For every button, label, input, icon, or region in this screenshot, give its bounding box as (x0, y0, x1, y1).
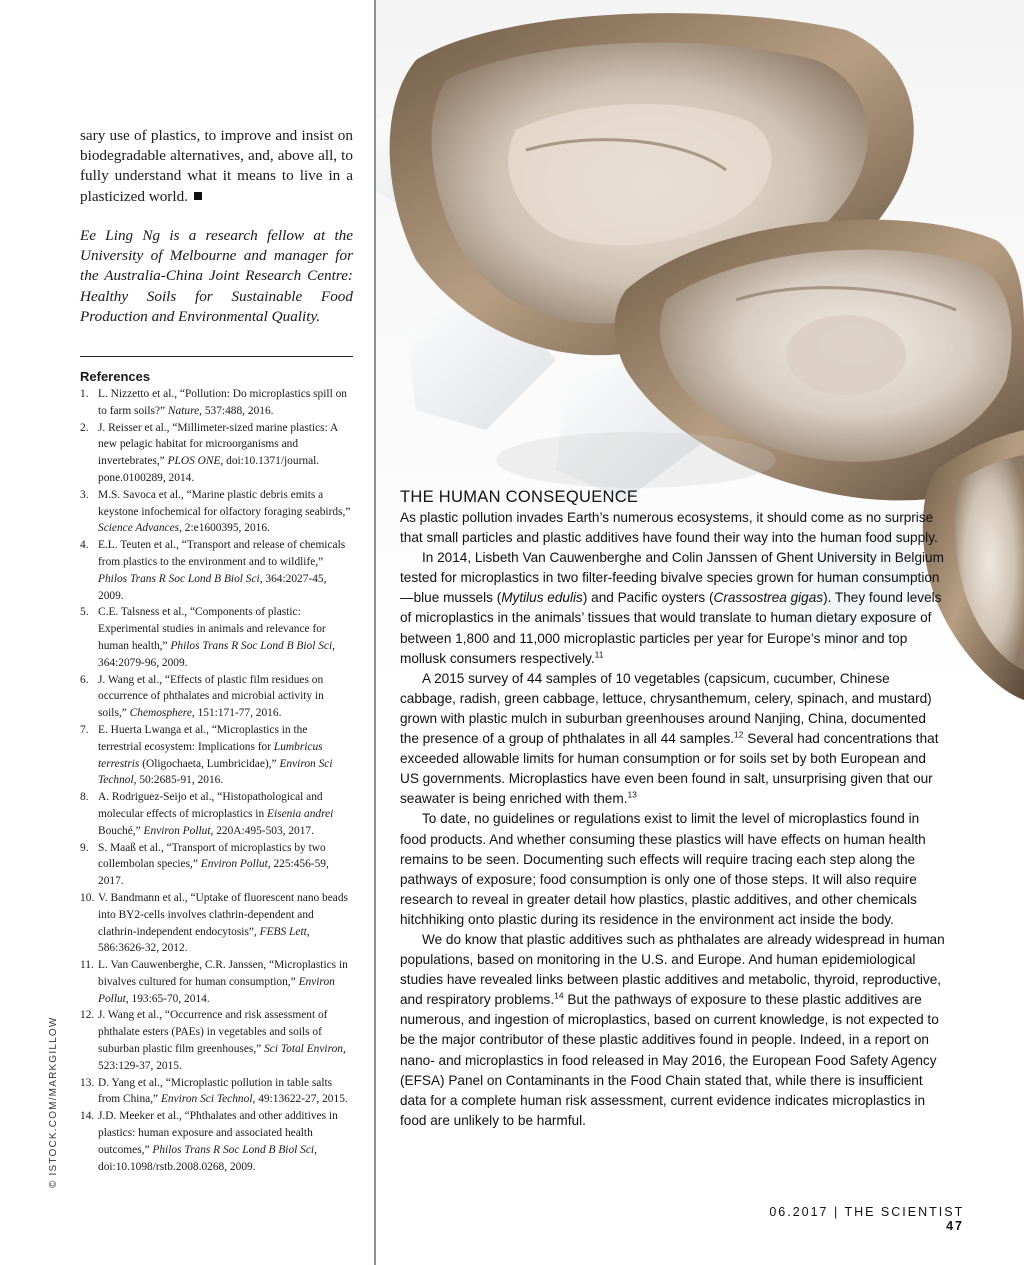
column-divider (374, 0, 376, 1265)
paragraph-5 (400, 930, 948, 1131)
reference-number: 10. (80, 891, 95, 904)
article-section (400, 486, 948, 1131)
references-heading: References (80, 369, 151, 384)
reference-text: J.D. Meeker et al., “Phthalates and other additives in plastics: human exposure and associated health outcomes,” (98, 1110, 338, 1156)
reference-item (80, 789, 353, 839)
reference-text: S. Maaß et al., “Transport of microplastics by two collembolan species,” (98, 841, 326, 871)
reference-item (80, 722, 353, 789)
reference-item (80, 386, 353, 420)
reference-item (80, 604, 353, 671)
reference-item (80, 1108, 353, 1175)
author-bio: Ee Ling Ng is a research fellow at the University of Melbourne and manager for the Australia-China Joint Research Centre: Healthy Soils for Sustainable Food Production and Environmental Quality. (80, 227, 353, 325)
reference-text: , 220A:495-503, 2017. (210, 824, 314, 837)
reference-item (80, 487, 353, 537)
reference-text: , 364:2079-96, 2009. (98, 639, 335, 669)
reference-journal: Chemosphere (129, 707, 192, 720)
paragraph-5-text-a: We do know that plastic additives such as phthalates are already widespread in human populations, based on monitoring in the U.S. and Europe. And human epidemiological studies have revealed links between plastic additives and metabolic, thyroid, reproductive, and respiratory problems. (400, 931, 945, 1008)
body-text: sary use of plastics, to improve and insist on biodegradable alternatives, and, above all, to fully understand what it means to live in a plasticized world. (80, 127, 353, 205)
reference-number: 14. (80, 1110, 95, 1123)
reference-number: 9. (80, 841, 89, 854)
reference-text: C.E. Talsness et al., “Components of plastic: Experimental studies in animals and relevance for human health,” (98, 606, 326, 652)
reference-text: D. Yang et al., “Microplastic pollution in table salts from China,” (98, 1076, 333, 1106)
reference-text: V. Bandmann et al., “Uptake of fluorescent nano beads into BY2-cells involves clathrin-dependent and clathrin-independent endocytosis”, (98, 891, 348, 938)
reference-text: , 193:65-70, 2014. (125, 992, 210, 1005)
reference-text: L. Van Cauwenberghe, C.R. Janssen, “Microplastics in bivalves cultured for human consumption,” (98, 959, 348, 988)
reference-text: J. Reisser et al., “Millimeter-sized marine plastics: A new pelagic habitat for microorganisms and invertebrates,” (98, 421, 338, 468)
references-rule (80, 356, 353, 357)
reference-journal: PLOS ONE (167, 455, 221, 468)
reference-text: (Oligochaeta, Lumbricidae),” (139, 757, 280, 770)
citation-ref: 11 (594, 649, 604, 660)
reference-text: Bouché,” (98, 824, 144, 837)
reference-text: , 537:488, 2016. (199, 404, 274, 417)
paragraph-3-text-a: A 2015 survey of 44 samples of 10 vegetables (capsicum, cucumber, Chinese cabbage, radish, green cabbage, lettuce, chrysanthemum, celery, spinach, and mustard) grown with plastic mulch in suburban greenhouses around Nanjing, China, documented the presence of a group of phthalates in all 44 samples. (400, 670, 932, 747)
paragraph-4: To date, no guidelines or regulations exist to limit the level of microplastics found in food products. And whether consuming these plastics will have effects on human health remains to be seen. Documenting such effects will require tracing each step along the pathways of exposure; food consumption is only one of those steps. It will also require research to reveal in greater detail how plastics, plastic additives, and other chemicals hitchhiking onto plastic during its residence in the environment act inside the body. (400, 811, 926, 927)
reference-text: L. Nizzetto et al., “Pollution: Do microplastics spill on to farm soils?” (98, 388, 347, 417)
paragraph-3-text-b: Several had concentrations that exceeded allowable limits for human consumption or for soils set by both European and US governments. Microplastics have even been found in salt, unsurprising given that our seawater is being enriched with them. (400, 731, 939, 807)
reference-text: , 49:13622-27, 2015. (252, 1093, 348, 1106)
reference-number: 11. (80, 959, 94, 972)
reference-text: , 50:2685-91, 2016. (133, 774, 224, 787)
paragraph-2-text-b: ) and Pacific oysters ( (582, 590, 714, 606)
article-ending-text (80, 126, 353, 207)
reference-number: 4. (80, 539, 89, 552)
reference-journal: Environ Pollut (143, 824, 211, 837)
page-number: 47 (946, 1219, 964, 1233)
reference-journal: Sci Total Environ (264, 1043, 343, 1056)
citation-ref: 13 (627, 789, 637, 800)
photo-credit: © ISTOCK.COM/MARKGILLOW (48, 1016, 59, 1188)
reference-journal: Nature (167, 404, 200, 417)
reference-number: 6. (80, 673, 89, 686)
reference-item (80, 1007, 353, 1074)
section-heading: THE HUMAN CONSEQUENCE (400, 488, 639, 506)
references-list (80, 386, 353, 1175)
reference-journal: Eisenia andrei (267, 807, 334, 820)
reference-journal: Philos Trans R Soc Lond B Biol Sci (170, 639, 333, 652)
paragraph-1: As plastic pollution invades Earth’s numerous ecosystems, it should come as no surprise that small particles and plastic additives have found their way into the human food supply. (400, 510, 938, 546)
paragraph-2-text-a: In 2014, Lisbeth Van Cauwenberghe and Colin Janssen of Ghent University in Belgium tested for microplastics in two filter-feeding bivalve species grown for human consumption—blue mussels ( (400, 550, 944, 606)
reference-item (80, 1075, 353, 1109)
species-name-oyster: Crassostrea gigas (713, 590, 824, 606)
reference-number: 8. (80, 791, 89, 804)
citation-ref: 12 (734, 729, 744, 740)
reference-journal: Environ Pollut (98, 975, 335, 1005)
reference-item (80, 840, 353, 890)
reference-item (80, 957, 353, 1007)
end-mark-icon (194, 192, 202, 200)
paragraph-2-text-c: ). They found levels of microplastics in the animals’ tissues that would translate to human dietary exposure of between 1,800 and 11,000 microplastic particles per year for Europe’s minor and top mollusk consumers respectively. (400, 590, 942, 666)
reference-number: 7. (80, 723, 89, 736)
reference-number: 3. (80, 488, 89, 501)
reference-text: , 151:171-77, 2016. (191, 707, 282, 720)
reference-journal: Environ Sci Technol (160, 1093, 253, 1106)
reference-number: 2. (80, 421, 89, 434)
reference-text: , 2:e1600395, 2016. (179, 522, 270, 535)
species-name-mussel: Mytilus edulis (501, 590, 583, 606)
reference-text: , 523:129-37, 2015. (98, 1043, 346, 1072)
reference-journal: Philos Trans R Soc Lond B Biol Sci (152, 1143, 315, 1156)
reference-text: A. Rodriguez-Seijo et al., “Histopathological and molecular effects of microplastics in (98, 791, 323, 820)
reference-text: M.S. Savoca et al., “Marine plastic debris emits a keystone infochemical for olfactory foraging seabirds,” (98, 488, 351, 518)
reference-journal: Philos Trans R Soc Lond B Biol Sci (98, 572, 260, 585)
reference-number: 13. (80, 1076, 95, 1089)
reference-number: 1. (80, 388, 89, 400)
reference-text: E.L. Teuten et al., “Transport and release of chemicals from plastics to the environment and to wildlife,” (98, 539, 346, 568)
reference-text: E. Huerta Lwanga et al., “Microplastics in the terrestrial ecosystem: Implications for (98, 723, 308, 753)
citation-ref: 14 (554, 990, 564, 1001)
reference-item (80, 672, 353, 722)
reference-text: , 364:2027-45, 2009. (98, 572, 327, 602)
reference-journal: FEBS Lett (259, 925, 307, 938)
reference-item (80, 537, 353, 604)
reference-journal: Science Advances (98, 522, 180, 535)
reference-text: , 586:3626-32, 2012. (98, 925, 310, 955)
page-folio (760, 1205, 964, 1233)
reference-item (80, 420, 353, 487)
reference-item (80, 890, 353, 957)
paragraph-3 (400, 669, 948, 810)
reference-journal: Lumbricus terrestris (98, 740, 323, 770)
reference-text: J. Wang et al., “Occurrence and risk assessment of phthalate esters (PAEs) in vegetables and soils of suburban plastic film greenhouses,” (98, 1009, 328, 1056)
reference-text: , 225:456-59, 2017. (98, 858, 329, 888)
reference-journal: Environ Sci Technol (98, 757, 333, 787)
reference-journal: Environ Pollut (200, 858, 268, 871)
reference-text: J. Wang et al., “Effects of plastic film residues on occurrence of phthalates and microbial activity in soils,” (98, 673, 324, 720)
issue-label: 06.2017 | THE SCIENTIST (769, 1205, 964, 1219)
reference-number: 5. (80, 606, 89, 619)
references-section (80, 368, 353, 1175)
reference-text: , doi:10.1371/journal. pone.0100289, 2014. (98, 455, 320, 484)
paragraph-5-text-b: But the pathways of exposure to these plastic additives are numerous, and ingestion of microplastics, based on current knowledge, is not expected to be the major contributor of these plastic additives found in people. Indeed, in a report on nano- and microplastics in food released in May 2016, the European Food Safety Agency (EFSA) Panel on Contaminants in the Food Chain stated that, while there is insufficient data for a complete human risk assessment, current evidence indicates microplastics in food are unlikely to be harmful. (400, 992, 939, 1128)
reference-number: 12. (80, 1009, 95, 1022)
paragraph-2 (400, 548, 948, 669)
reference-text: , doi:10.1098/rstb.2008.0268, 2009. (98, 1143, 317, 1173)
